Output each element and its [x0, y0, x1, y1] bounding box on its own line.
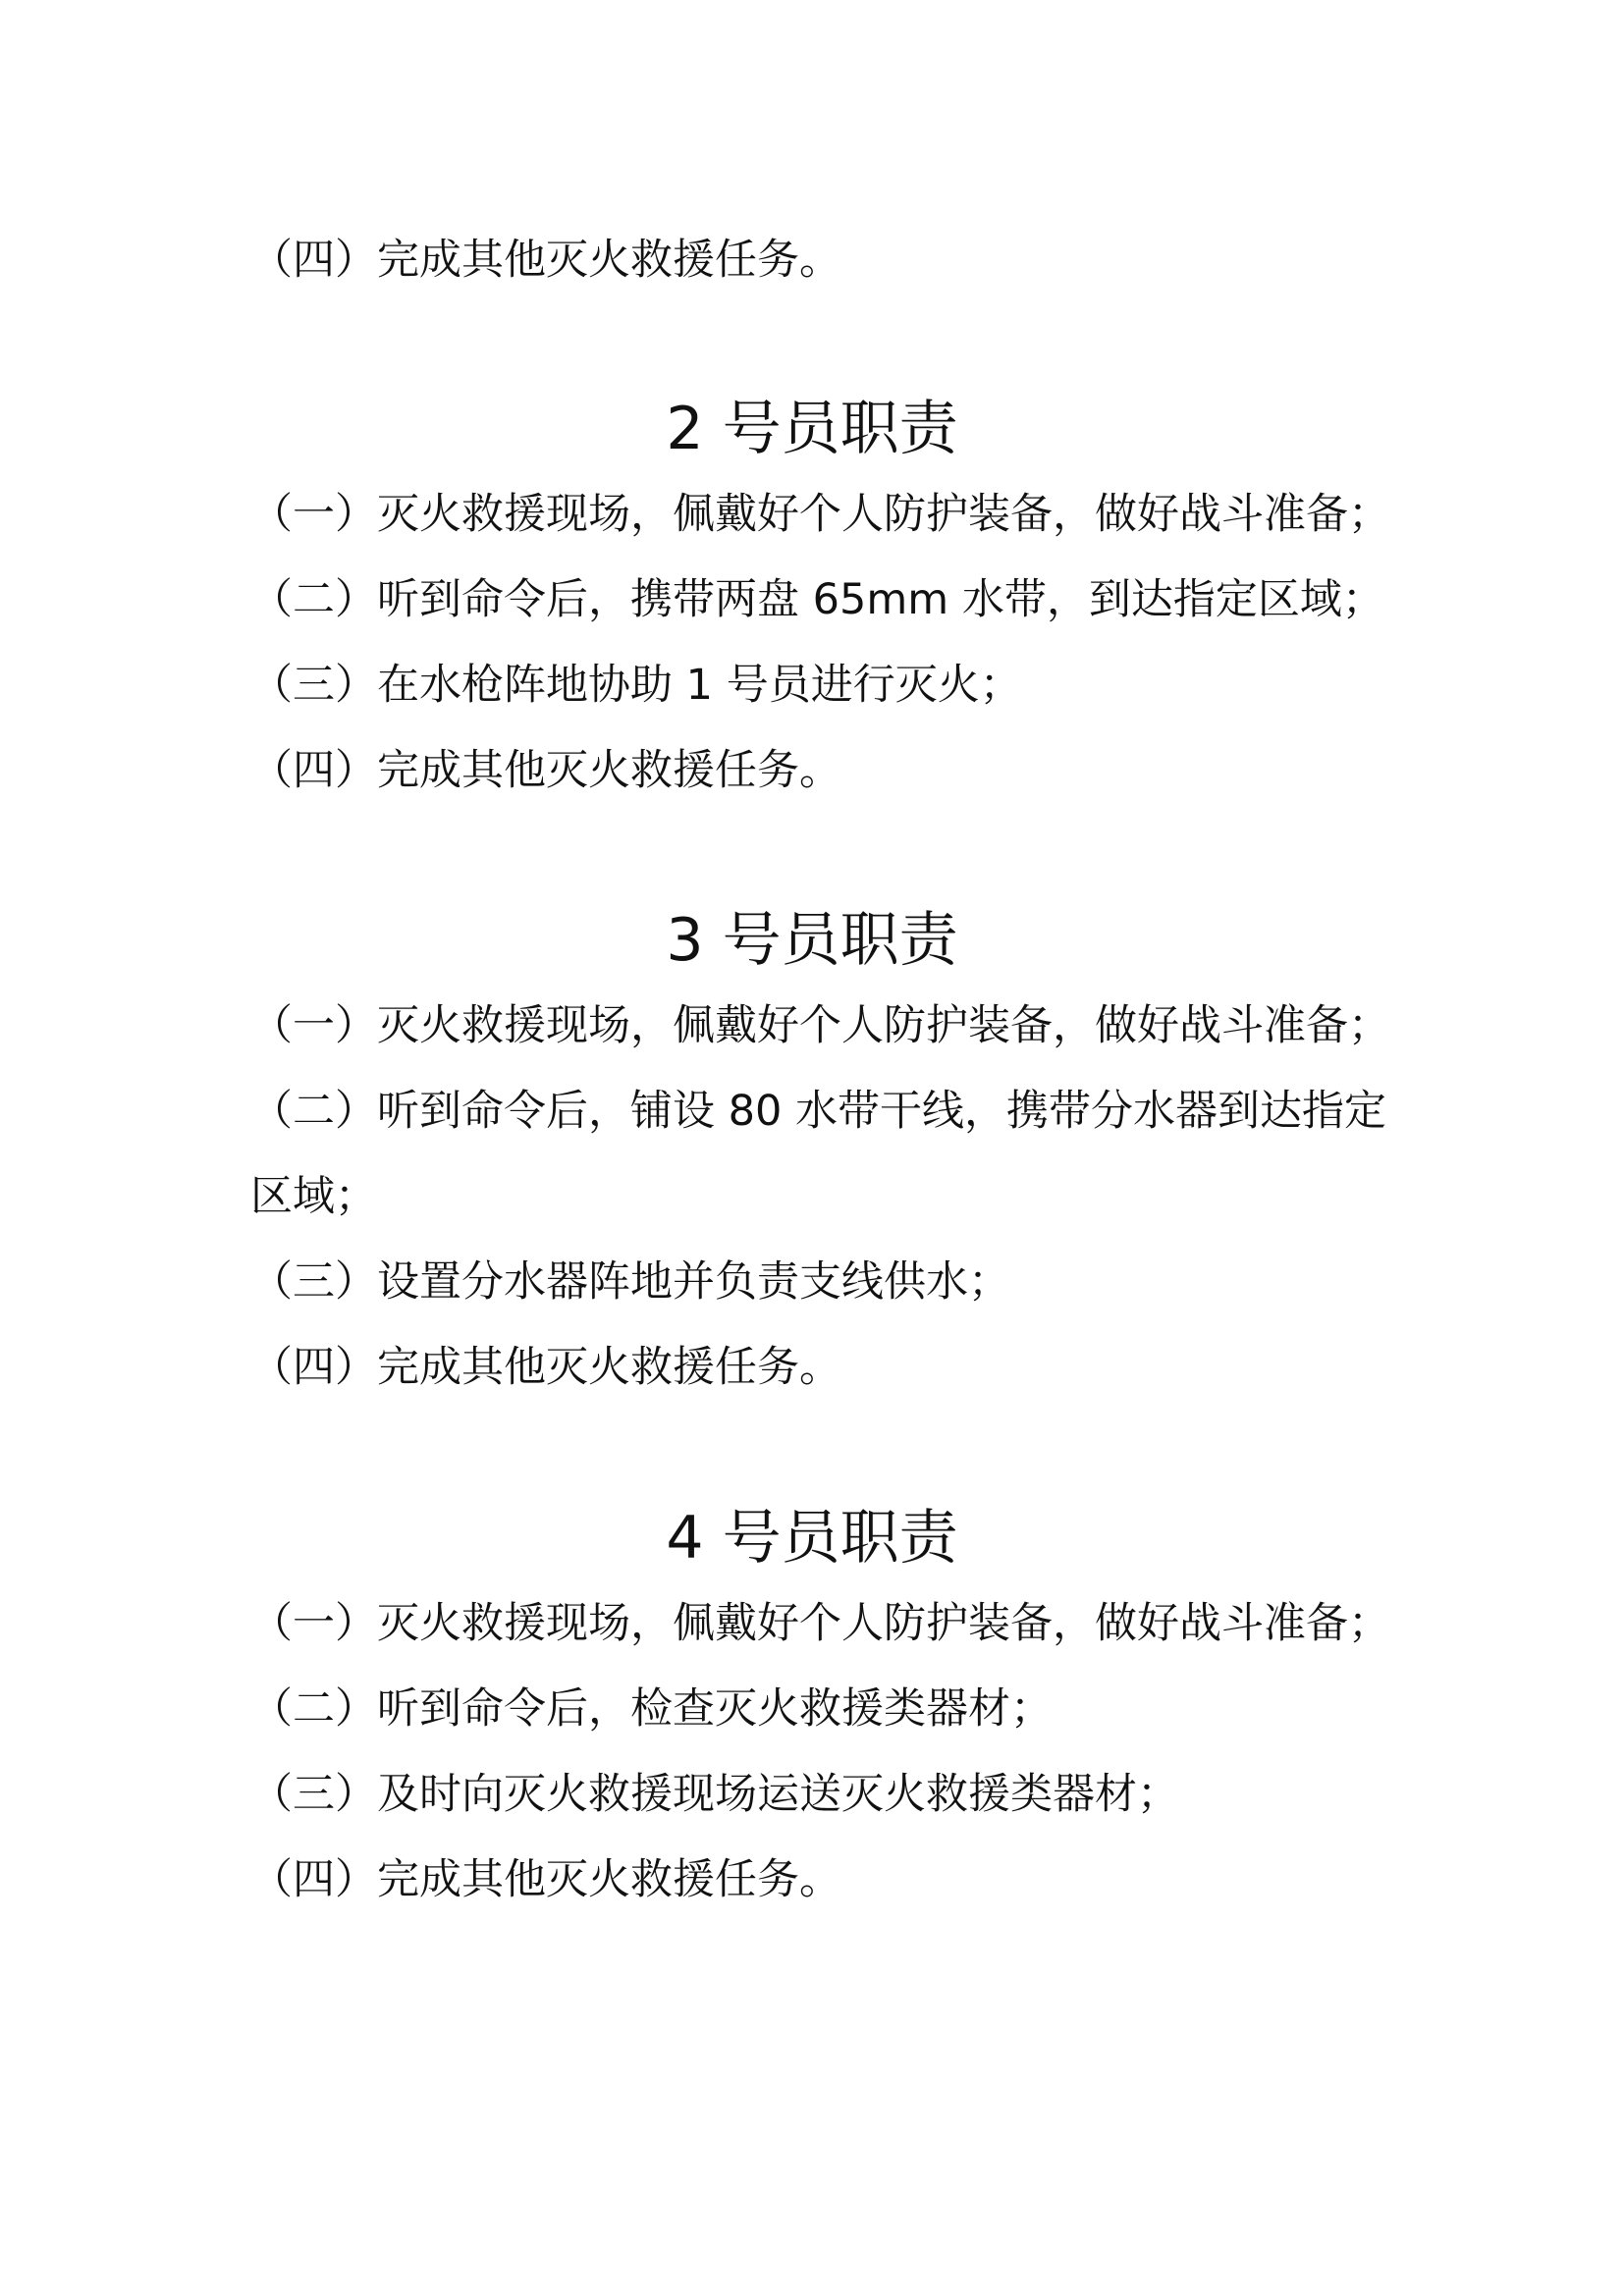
- section-4-item-4: （四）完成其他灭火救援任务。: [250, 1855, 841, 1904]
- section-2-item-4: （四）完成其他灭火救援任务。: [250, 746, 841, 795]
- section-4-heading: 4 号员职责: [666, 1504, 958, 1573]
- section-2-item-3: （三）在水枪阵地协助 1 号员进行灭火；: [250, 661, 1022, 710]
- section-3-item-4: （四）完成其他灭火救援任务。: [250, 1343, 841, 1392]
- section-2-item-1: （一）灭火救援现场，佩戴好个人防护装备，做好战斗准备；: [250, 490, 1390, 539]
- section-2-heading: 2 号员职责: [666, 395, 958, 463]
- section-4-item-1: （一）灭火救援现场，佩戴好个人防护装备，做好战斗准备；: [250, 1599, 1390, 1648]
- section-3-item-2-continued: 区域；: [250, 1172, 377, 1221]
- section-2-item-2: （二）听到命令后，携带两盘 65mm 水带，到达指定区域；: [250, 575, 1384, 624]
- section-3-item-1: （一）灭火救援现场，佩戴好个人防护装备，做好战斗准备；: [250, 1001, 1390, 1050]
- section-3-item-2: （二）听到命令后，铺设 80 水带干线，携带分水器到达指定: [250, 1087, 1387, 1136]
- section-3-heading: 3 号员职责: [666, 906, 958, 975]
- section-4-item-3: （三）及时向灭火救援现场运送灭火救援类器材；: [250, 1770, 1179, 1819]
- section-4-item-2: （二）听到命令后，检查灭火救援类器材；: [250, 1684, 1053, 1734]
- section-3-item-3: （三）设置分水器阵地并负责支线供水；: [250, 1257, 1010, 1307]
- intro-item-4: （四）完成其他灭火救援任务。: [250, 236, 841, 285]
